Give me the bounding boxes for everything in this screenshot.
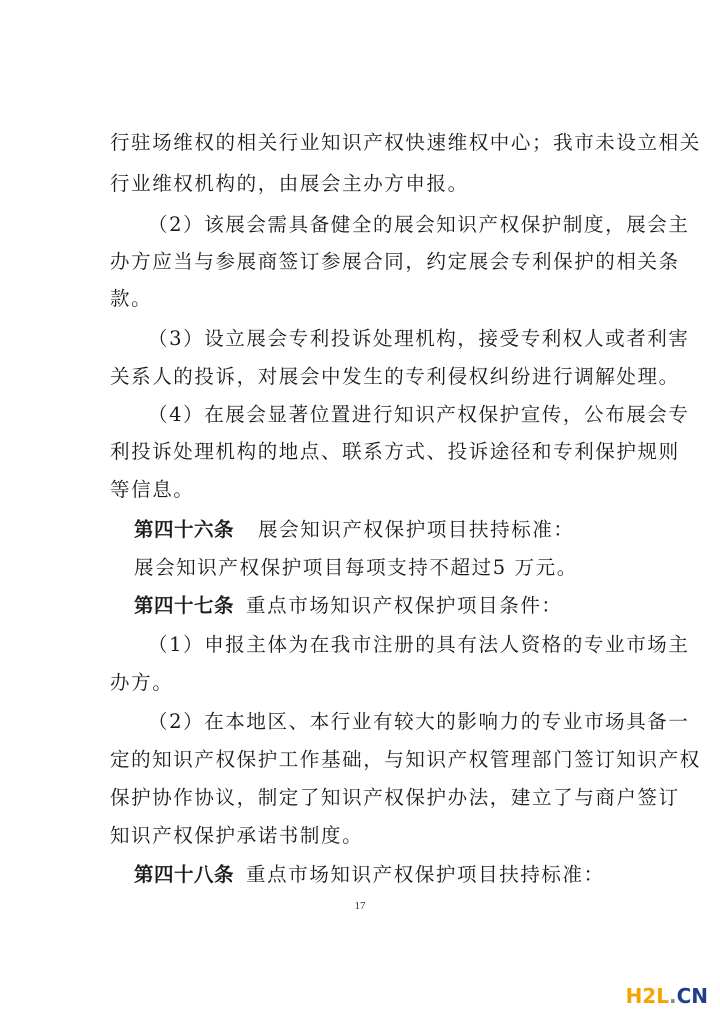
article-title: 重点市场知识产权保护项目条件：: [246, 594, 563, 617]
paragraph-line: （2）该展会需具备健全的展会知识产权保护制度，展会主: [148, 213, 690, 236]
article-heading: 第四十八条: [134, 863, 235, 886]
watermark-h2l: H2L: [625, 984, 669, 1008]
article-title: 重点市场知识产权保护项目扶持标准：: [246, 863, 605, 886]
watermark-dot: .: [668, 984, 677, 1008]
paragraph-line: 款。: [110, 287, 153, 310]
paragraph-line: 行业维权机构的，由展会主办方申报。: [110, 172, 469, 195]
article-48-row: [134, 860, 654, 890]
watermark-logo: [626, 984, 708, 1008]
paragraph-line: （1）申报主体为在我市注册的具有法人资格的专业市场主: [148, 633, 690, 656]
paragraph-line: 利投诉处理机构的地点、联系方式、投诉途径和专利保护规则: [110, 440, 680, 463]
paragraph-line: （2）在本地区、本行业有较大的影响力的专业市场具备一: [148, 710, 690, 733]
article-47-row: [134, 591, 654, 621]
article-46-row: [134, 515, 654, 545]
article-title: 展会知识产权保护项目扶持标准：: [258, 518, 575, 541]
paragraph-line: 展会知识产权保护项目每项支持不超过5 万元。: [134, 556, 578, 579]
paragraph-line: 保护协作协议，制定了知识产权保护办法，建立了与商户签订: [110, 786, 680, 809]
paragraph-line: 定的知识产权保护工作基础，与知识产权管理部门签订知识产权: [110, 748, 701, 771]
page-number: 17: [354, 900, 366, 912]
article-heading: 第四十七条: [134, 594, 235, 617]
paragraph-line: （4）在展会显著位置进行知识产权保护宣传，公布展会专: [148, 403, 690, 426]
watermark-cn: CN: [676, 984, 708, 1008]
article-heading: 第四十六条: [134, 518, 235, 541]
paragraph-line: 等信息。: [110, 478, 195, 501]
paragraph-line: 办方。: [110, 671, 174, 694]
paragraph-line: 办方应当与参展商签订参展合同，约定展会专利保护的相关条: [110, 250, 680, 273]
paragraph-line: （3）设立展会专利投诉处理机构，接受专利权人或者利害: [148, 327, 690, 350]
paragraph-line: 行驻场维权的相关行业知识产权快速维权中心；我市未设立相关: [110, 131, 701, 154]
paragraph-line: 关系人的投诉，对展会中发生的专利侵权纠纷进行调解处理。: [110, 365, 680, 388]
paragraph-line: 知识产权保护承诺书制度。: [110, 824, 364, 847]
